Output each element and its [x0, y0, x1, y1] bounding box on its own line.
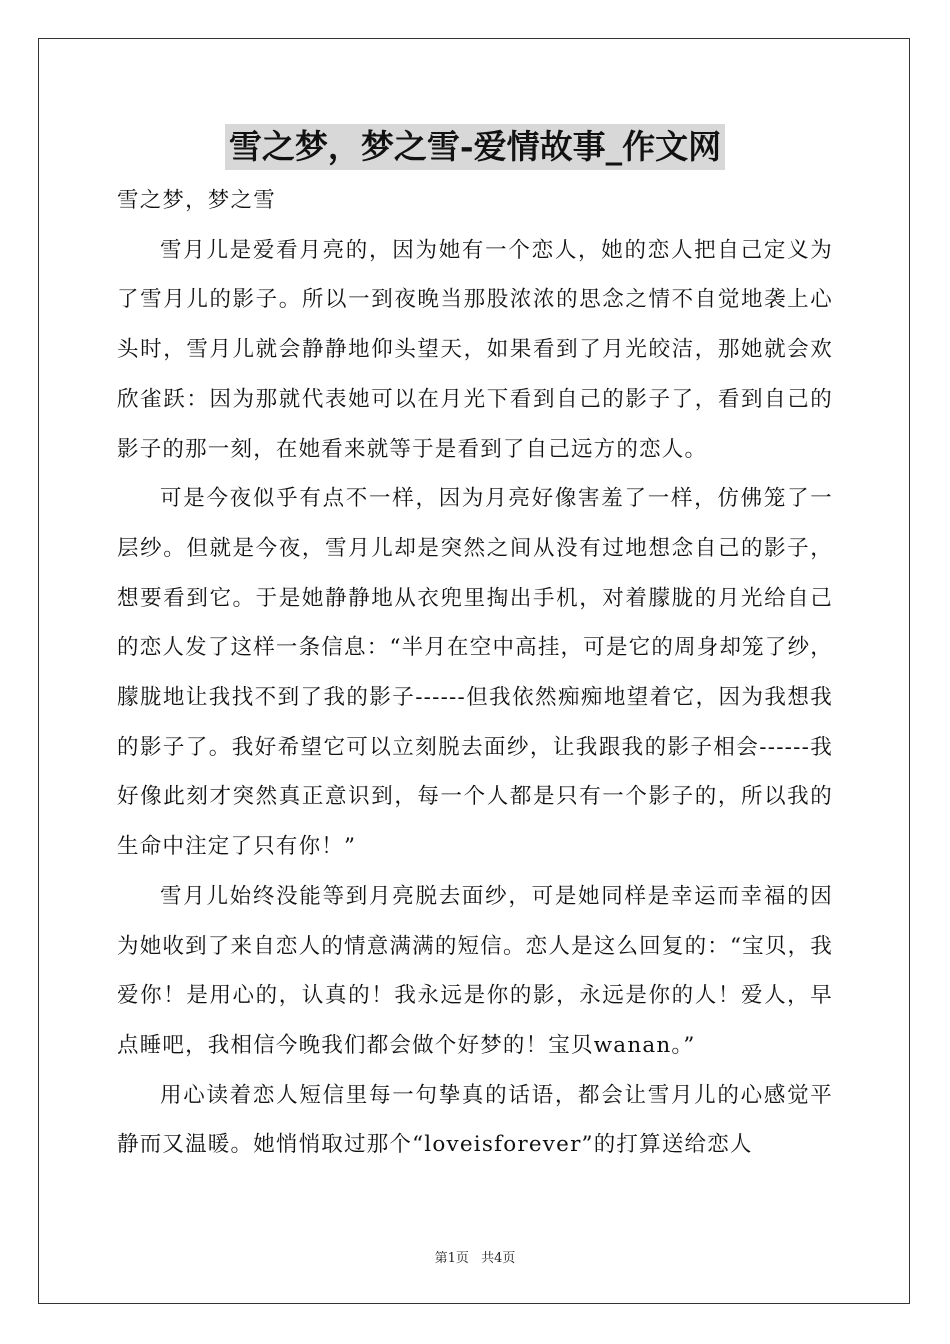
- paragraph-4: 用心读着恋人短信里每一句挚真的话语，都会让雪月儿的心感觉平静而又温暖。她悄悄取过那个“loveisforever”的打算送给恋人: [117, 1082, 833, 1158]
- page-total: 共4页: [481, 1251, 516, 1266]
- page-number: 第1页: [434, 1251, 469, 1266]
- document-subtitle: 雪之梦，梦之雪: [117, 188, 276, 213]
- document-title: 雪之梦，梦之雪-爱情故事_作文网: [225, 124, 725, 170]
- document-body: [117, 176, 833, 1170]
- paragraph-3: 雪月儿始终没能等到月亮脱去面纱，可是她同样是幸运而幸福的因为她收到了来自恋人的情意满满的短信。恋人是这么回复的：“宝贝，我爱你！是用心的，认真的！我永远是你的影，永远是你的人！爱人，早点睡吧，我相信今晚我们都会做个好梦的！宝贝wanan。”: [117, 883, 833, 1058]
- page-footer: [0, 1247, 950, 1266]
- paragraph-1: 雪月儿是爱看月亮的，因为她有一个恋人，她的恋人把自己定义为了雪月儿的影子。所以一到夜晚当那股浓浓的思念之情不自觉地袭上心头时，雪月儿就会静静地仰头望天，如果看到了月光皎洁，那她就会欢欣雀跃：因为那就代表她可以在月光下看到自己的影子了，看到自己的影子的那一刻，在她看来就等于是看到了自己远方的恋人。: [117, 237, 833, 462]
- paragraph-2: 可是今夜似乎有点不一样，因为月亮好像害羞了一样，仿佛笼了一层纱。但就是今夜，雪月儿却是突然之间从没有过地想念自己的影子，想要看到它。于是她静静地从衣兜里掏出手机，对着朦胧的月光给自己的恋人发了这样一条信息：“半月在空中高挂，可是它的周身却笼了纱，朦胧地让我找不到了我的影子------但我依然痴痴地望着它，因为我想我的影子了。我好希望它可以立刻脱去面纱，让我跟我的影子相会------我好像此刻才突然真正意识到，每一个人都是只有一个影子的，所以我的生命中注定了只有你！”: [117, 486, 833, 860]
- title-container: [0, 124, 950, 170]
